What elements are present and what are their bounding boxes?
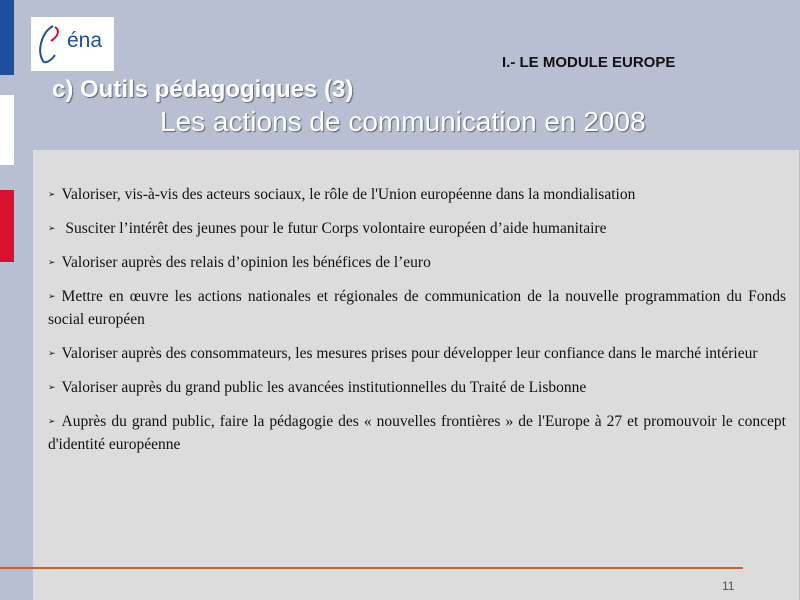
arrow-bullet-icon: ➢ <box>48 382 56 392</box>
content-panel <box>33 150 799 600</box>
arrow-bullet-icon: ➢ <box>48 257 56 267</box>
flag-red-stripe <box>0 190 14 262</box>
bullet-list <box>48 183 786 467</box>
slide-subtitle: Les actions de communication en 2008 <box>160 106 646 137</box>
bullet-item <box>48 251 786 274</box>
bullet-text: Valoriser auprès du grand public les avancées institutionnelles du Traité de Lisbonne <box>61 379 587 396</box>
bullet-item <box>48 376 786 399</box>
arrow-bullet-icon: ➢ <box>48 348 56 358</box>
bullet-item <box>48 410 786 456</box>
arrow-bullet-icon: ➢ <box>48 189 56 199</box>
section-title: c) Outils pédagogiques (3) <box>52 76 354 103</box>
module-title: I.- LE MODULE EUROPE <box>502 54 676 71</box>
bullet-text: Mettre en œuvre les actions nationales et régionales de communication de la nouvelle programmation du Fonds social européen <box>48 288 786 328</box>
bullet-item <box>48 217 786 240</box>
ena-logo <box>31 17 114 71</box>
bullet-text: Valoriser auprès des relais d’opinion les bénéfices de l’euro <box>61 254 431 271</box>
bullet-text: Valoriser auprès des consommateurs, les mesures prises pour développer leur confiance dans le marché intérieur <box>61 345 758 362</box>
arrow-bullet-icon: ➢ <box>48 223 56 233</box>
flag-blue-stripe <box>0 0 14 75</box>
bullet-item <box>48 183 786 206</box>
bullet-text: Auprès du grand public, faire la pédagogie des « nouvelles frontières » de l'Europe à 27 et promouvoir le concept d'identité européenne <box>48 413 786 453</box>
bullet-item <box>48 342 786 365</box>
bullet-text: Valoriser, vis-à-vis des acteurs sociaux, le rôle de l'Union européenne dans la mondialisation <box>61 186 636 203</box>
bullet-item <box>48 285 786 331</box>
bullet-text: Susciter l’intérêt des jeunes pour le futur Corps volontaire européen d’aide humanitaire <box>61 220 607 237</box>
flag-white-stripe <box>0 95 14 165</box>
footer-divider <box>0 567 743 569</box>
arrow-bullet-icon: ➢ <box>48 416 56 426</box>
page-number: 11 <box>722 579 735 593</box>
ena-logo-text: éna <box>67 29 103 52</box>
arrow-bullet-icon: ➢ <box>48 291 56 301</box>
